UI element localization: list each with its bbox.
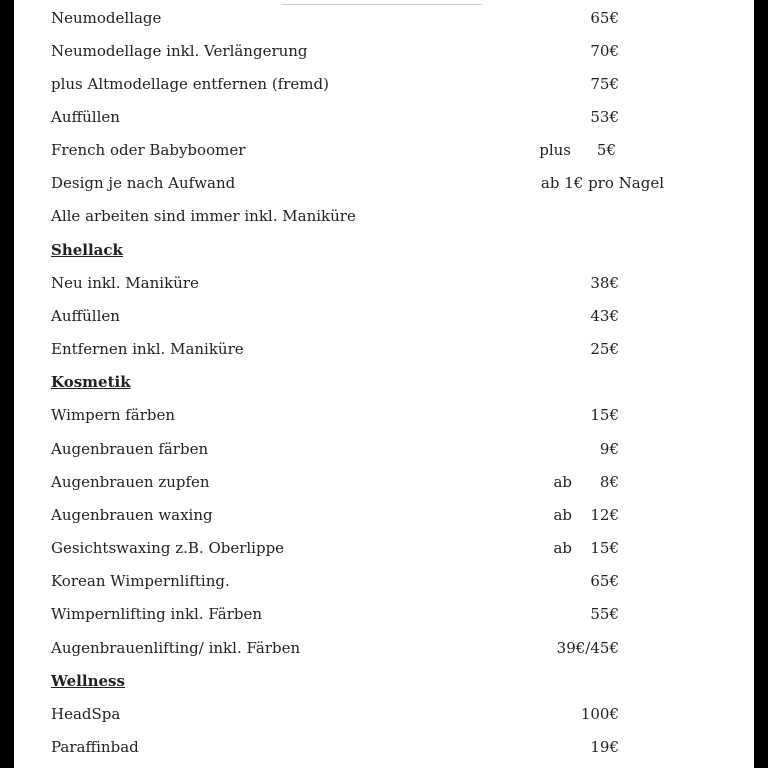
price-row-shellack-entfernen [14,333,754,366]
service-label: plus Altmodellage entfernen (fremd) [51,75,329,93]
service-price: 100€ [580,705,619,723]
price-row-wimpernlifting [14,598,754,631]
service-price: 55€ [590,605,619,623]
service-label: Wimpernlifting inkl. Färben [51,605,263,623]
price-prefix: plus [539,141,571,159]
price-row-paraffinbad [14,731,754,764]
service-label: Neu inkl. Maniküre [51,274,199,292]
service-label: Augenbrauen zupfen [51,473,210,491]
service-label: Augenbrauen färben [51,440,209,458]
price-row-altmodellage [14,68,754,101]
service-label: Design je nach Aufwand [51,174,236,192]
service-price: 39€/45€ [556,639,619,657]
service-price: ab 1€ pro Nagel [540,174,664,192]
service-price: 25€ [590,340,619,358]
price-row-augenbrauen-faerben [14,433,754,466]
price-row-augenbrauen-zupfen [14,466,754,499]
price-row-korean-wimpernlifting [14,565,754,598]
service-price: 53€ [590,108,619,126]
price-row-design [14,167,754,200]
service-label: French oder Babyboomer [51,141,246,159]
service-price: 70€ [590,42,619,60]
service-label: Augenbrauen waxing [51,506,213,524]
section-heading: Wellness [51,672,125,690]
section-heading: Shellack [51,241,123,259]
price-row-neumodellage [14,2,754,35]
service-price: 65€ [590,9,619,27]
service-price: 8€ [599,473,619,491]
service-price: 19€ [590,738,619,756]
service-note: Alle arbeiten sind immer inkl. Maniküre [51,207,356,225]
section-heading-shellack [14,234,754,267]
service-label: Neumodellage [51,9,162,27]
service-label: Gesichtswaxing z.B. Oberlippe [51,539,285,557]
service-label: Entfernen inkl. Maniküre [51,340,244,358]
price-prefix: ab [553,473,572,491]
price-row-auffuellen [14,101,754,134]
service-price: 75€ [590,75,619,93]
service-price: 12€ [590,506,619,524]
price-row-french [14,134,754,167]
service-price: 43€ [590,307,619,325]
service-price: 9€ [599,440,619,458]
service-label: HeadSpa [51,705,121,723]
service-label: Wimpern färben [51,406,176,424]
service-label: Auffüllen [51,307,120,325]
price-row-gesichtswaxing [14,532,754,565]
service-label: Auffüllen [51,108,120,126]
service-label: Neumodellage inkl. Verlängerung [51,42,308,60]
price-prefix: ab [553,506,572,524]
price-row-augenbrauen-waxing [14,499,754,532]
service-price: 5€ [596,141,616,159]
service-price: 15€ [590,406,619,424]
price-row-note [14,200,754,233]
price-row-headspa [14,698,754,731]
service-price: 38€ [590,274,619,292]
price-list-page [14,0,754,768]
price-row-wimpern-faerben [14,399,754,432]
service-price: 15€ [590,539,619,557]
service-label: Augenbrauenlifting/ inkl. Färben [51,639,301,657]
section-heading: Kosmetik [51,373,131,391]
price-row-shellack-neu [14,267,754,300]
section-heading-wellness [14,665,754,698]
price-row-shellack-auffuellen [14,300,754,333]
section-heading-kosmetik [14,366,754,399]
price-row-augenbrauenlifting [14,632,754,665]
price-prefix: ab [553,539,572,557]
service-label: Paraffinbad [51,738,139,756]
service-price: 65€ [590,572,619,590]
service-label: Korean Wimpernlifting. [51,572,230,590]
price-row-neumodellage-verlaengerung [14,35,754,68]
